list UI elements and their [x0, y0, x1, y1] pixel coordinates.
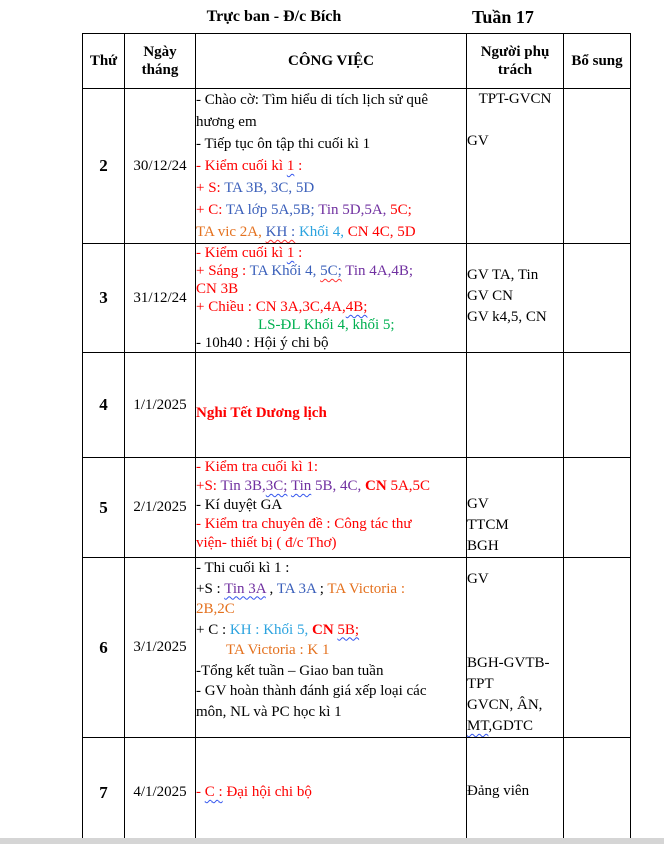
table-row	[83, 353, 631, 458]
line	[196, 177, 466, 199]
text-segment: 1	[286, 158, 295, 174]
text-segment: Đại hội chi bộ	[222, 784, 312, 800]
text-segment: +S:	[196, 478, 221, 494]
text-segment: + Sáng :	[196, 263, 250, 279]
table-body	[83, 89, 631, 844]
text-segment: KH : Khối 5,	[229, 621, 312, 638]
text-segment: + S:	[196, 180, 225, 196]
line	[196, 579, 466, 600]
week-label: Tuần 17	[472, 7, 534, 27]
text-segment: Tin	[290, 478, 312, 494]
extra-cell	[564, 353, 631, 458]
text-segment: BGH	[467, 538, 499, 554]
text-segment: :	[294, 245, 303, 261]
text-segment: - Chào cờ: Tìm hiểu di tích lịch sử quê	[196, 92, 428, 108]
text-segment: ,GDTC	[488, 718, 533, 734]
line	[196, 681, 466, 702]
staff-cell	[467, 458, 564, 558]
text-segment: GVCN, ÂN,	[467, 697, 543, 713]
text-segment: 2B,2C	[196, 601, 235, 617]
text-segment: GV	[467, 496, 489, 512]
line	[196, 111, 466, 133]
text-segment: +S :	[196, 580, 225, 597]
extra-cell	[564, 244, 631, 353]
extra-cell	[564, 89, 631, 244]
column-header: Ngày tháng	[125, 34, 196, 89]
date-cell: 4/1/2025	[125, 738, 196, 844]
text-segment: TPT-GVCN	[478, 91, 552, 107]
text-segment: - Tiếp tục ôn tập thi cuối kì 1	[196, 136, 371, 152]
text-segment: - Kiểm tra cuối kì 1:	[196, 459, 319, 475]
staff-cell	[467, 353, 564, 458]
line	[196, 316, 466, 334]
text-segment: môn, NL và PC học kì 1	[196, 703, 342, 720]
day-cell: 2	[83, 89, 125, 244]
column-header: Bổ sung	[564, 34, 631, 89]
staff-cell	[467, 89, 564, 244]
staff-line	[467, 307, 563, 328]
tasks-cell	[196, 558, 467, 738]
staff-line	[467, 110, 563, 131]
line	[196, 402, 466, 424]
line	[196, 661, 466, 682]
table-row	[83, 738, 631, 844]
text-segment: - Thi cuối kì 1 :	[196, 560, 290, 576]
text-segment: Tin 3A	[224, 580, 266, 597]
text-segment: ,	[265, 580, 277, 597]
text-segment: TA lớp 5A,5B;	[225, 202, 319, 218]
staff-line	[467, 590, 563, 611]
page-title: Trực ban - Đ/c Bích	[206, 8, 342, 25]
text-segment: GV k4,5, CN	[467, 309, 547, 325]
staff-line	[467, 131, 563, 152]
date-cell: 3/1/2025	[125, 558, 196, 738]
staff-line	[467, 611, 563, 632]
text-segment: Tin 3B,	[220, 478, 266, 494]
line	[196, 534, 466, 553]
text-segment: + Chiều :	[196, 299, 256, 315]
date-cell: 1/1/2025	[125, 353, 196, 458]
line	[196, 89, 466, 111]
schedule-table	[82, 33, 631, 844]
staff-line	[467, 265, 563, 286]
table-row	[83, 244, 631, 353]
line	[196, 558, 466, 579]
staff-line	[467, 695, 563, 716]
text-segment: Tin 4A,4B;	[345, 263, 414, 279]
text-segment: KH :	[265, 224, 296, 240]
day-cell: 3	[83, 244, 125, 353]
tasks-cell	[196, 244, 467, 353]
line	[196, 781, 466, 803]
date-cell: 30/12/24	[125, 89, 196, 244]
text-segment: + C:	[196, 202, 226, 218]
text-segment: TA 3B, 3C, 5D	[224, 180, 315, 196]
staff-line	[467, 536, 563, 557]
text-segment: 5A,5C	[386, 478, 431, 494]
staff-line	[467, 473, 563, 494]
line	[196, 458, 466, 477]
text-segment: 3C;	[265, 478, 288, 494]
date-cell: 2/1/2025	[125, 458, 196, 558]
text-segment: 5B;	[337, 621, 360, 638]
staff-line	[467, 674, 563, 695]
tasks-cell	[196, 353, 467, 458]
text-segment: 5C;	[386, 202, 412, 218]
line	[196, 155, 466, 177]
line	[196, 334, 466, 352]
text-segment: 5B, 4C,	[311, 478, 366, 494]
line	[196, 620, 466, 641]
line	[196, 221, 466, 243]
staff-line	[467, 89, 563, 110]
staff-line	[467, 244, 563, 265]
line	[196, 496, 466, 515]
line	[196, 298, 466, 316]
extra-cell	[564, 458, 631, 558]
staff-cell	[467, 558, 564, 738]
text-segment: 4B;	[345, 299, 368, 315]
text-segment: CN 4C, 5D	[343, 224, 416, 240]
column-header: CÔNG VIỆC	[196, 34, 467, 89]
day-cell: 5	[83, 458, 125, 558]
staff-line	[467, 653, 563, 674]
text-segment: Khối 4,	[298, 224, 344, 240]
day-cell: 7	[83, 738, 125, 844]
line	[196, 702, 466, 723]
text-segment: -Tổng kết tuần – Giao ban tuần	[196, 662, 384, 679]
column-header: Người phụ trách	[467, 34, 564, 89]
header-row	[83, 34, 631, 89]
staff-line	[467, 781, 563, 802]
text-segment: TPT	[467, 676, 494, 692]
text-segment: CN	[365, 478, 387, 494]
window-edge	[0, 838, 664, 844]
text-segment: :	[294, 158, 303, 174]
text-segment: + C :	[196, 621, 230, 638]
text-segment: CN 3B	[196, 281, 239, 297]
line	[196, 640, 466, 661]
text-segment: - 10h40 : Hội ý chi bộ	[196, 335, 329, 351]
text-segment: GV TA, Tin	[467, 267, 539, 283]
column-header: Thứ	[83, 34, 125, 89]
tasks-cell	[196, 738, 467, 844]
staff-line	[467, 494, 563, 515]
line	[196, 477, 466, 496]
text-segment: - Kí duyệt GA	[196, 497, 283, 513]
text-segment: - Kiểm cuối kì	[196, 245, 287, 261]
text-segment: 1	[286, 245, 295, 261]
text-segment: Tin 5D,5A,	[318, 202, 387, 218]
text-segment: BGH-GVTB-	[467, 655, 550, 671]
tasks-cell	[196, 89, 467, 244]
text-segment: TTCM	[467, 517, 509, 533]
text-segment: CN	[311, 621, 338, 638]
tasks-cell	[196, 458, 467, 558]
text-segment: GV CN	[467, 288, 513, 304]
text-segment: Nghỉ Tết Dương lịch	[196, 405, 327, 421]
day-cell: 4	[83, 353, 125, 458]
day-cell: 6	[83, 558, 125, 738]
text-segment: MT	[467, 718, 489, 734]
text-segment: Đảng viên	[467, 783, 530, 799]
text-segment: GV	[467, 133, 489, 149]
text-segment: TA Khối 4,	[249, 263, 321, 279]
text-segment: GV	[467, 571, 489, 587]
line	[196, 280, 466, 298]
extra-cell	[564, 738, 631, 844]
staff-line	[467, 286, 563, 307]
text-segment: ;	[315, 580, 328, 597]
table-row	[83, 458, 631, 558]
text-segment: CN 3A,3C,4A,	[255, 299, 346, 315]
date-cell: 31/12/24	[125, 244, 196, 353]
staff-line	[467, 515, 563, 536]
staff-line	[467, 632, 563, 653]
staff-line	[467, 716, 563, 737]
line	[196, 599, 466, 620]
text-segment: - GV hoàn thành đánh giá xếp loại các	[196, 683, 427, 699]
text-segment: LS-ĐL Khối 4, khối 5;	[258, 317, 395, 333]
text-segment: -	[196, 784, 205, 800]
staff-cell	[467, 738, 564, 844]
staff-line	[467, 569, 563, 590]
line	[196, 515, 466, 534]
staff-cell	[467, 244, 564, 353]
text-segment: viện- thiết bị ( đ/c Thơ)	[196, 535, 337, 551]
text-segment: - Kiểm tra chuyên đề : Công tác thư	[196, 516, 412, 532]
text-segment: TA Victoria : K 1	[226, 642, 330, 658]
line	[196, 262, 466, 280]
table-row	[83, 89, 631, 244]
text-segment: TA vic 2A,	[196, 224, 266, 240]
text-segment: - Kiểm cuối kì	[196, 158, 287, 174]
line	[196, 199, 466, 221]
line	[196, 244, 466, 262]
text-segment: TA Victoria :	[327, 580, 405, 597]
table-row	[83, 558, 631, 738]
extra-cell	[564, 558, 631, 738]
line	[196, 133, 466, 155]
text-segment: 5C;	[320, 263, 342, 279]
text-segment: hương em	[196, 114, 257, 130]
text-segment: TA 3A	[276, 580, 316, 597]
text-segment: C :	[204, 784, 223, 800]
